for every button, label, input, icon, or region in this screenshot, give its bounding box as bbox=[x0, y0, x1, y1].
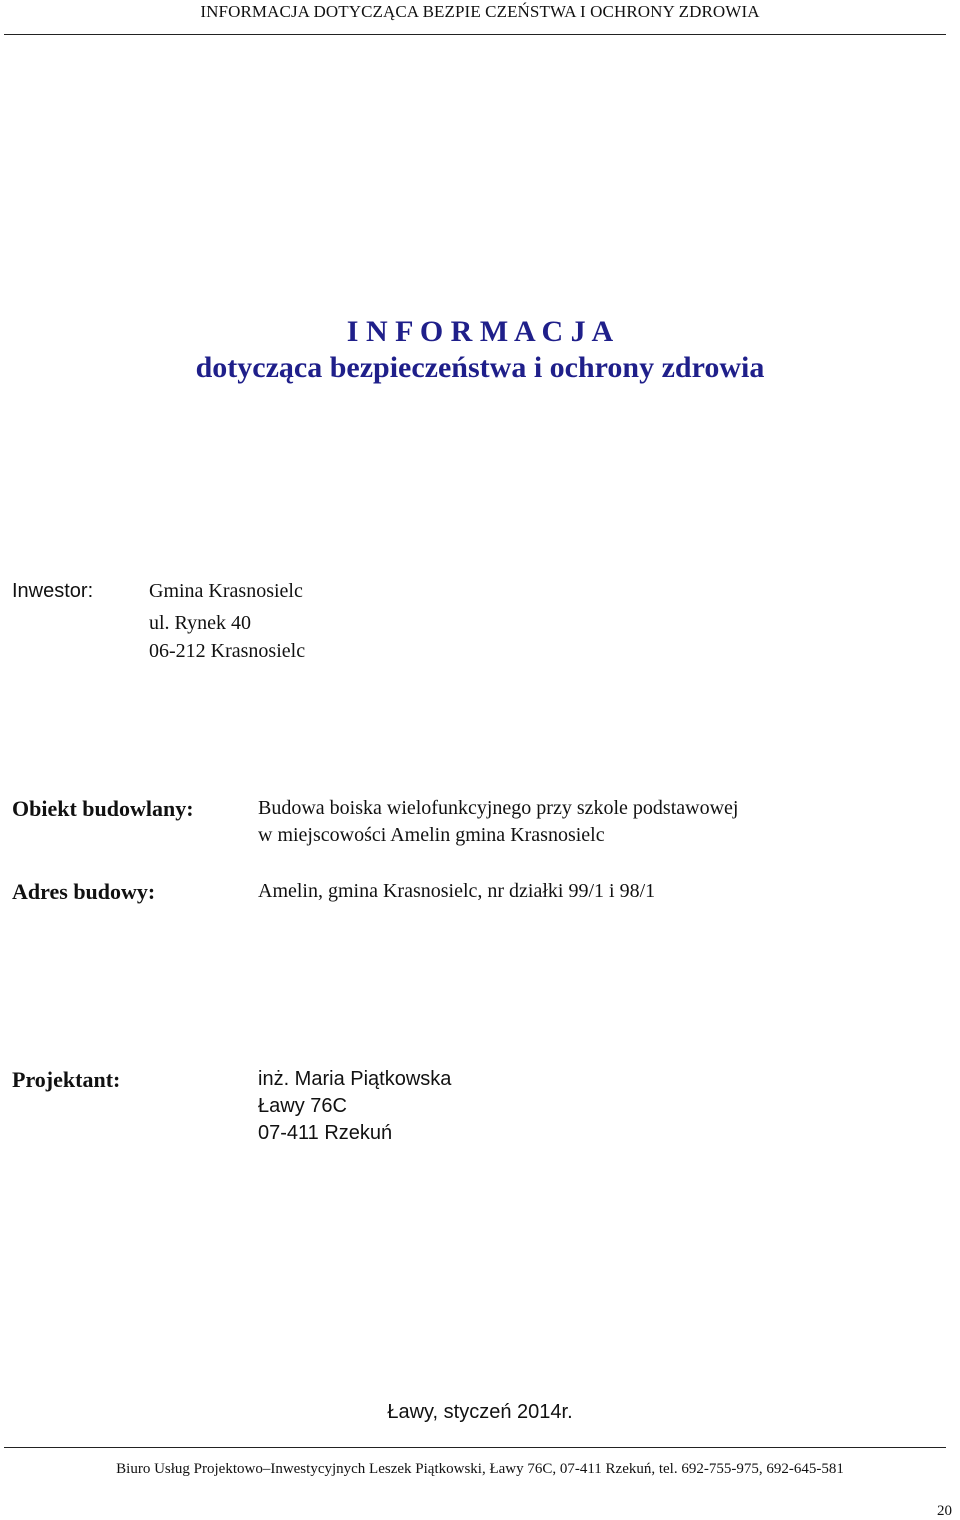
object-description-line2: w miejscowości Amelin gmina Krasnosielc bbox=[258, 824, 605, 846]
object-description-line1: Budowa boiska wielofunkcyjnego przy szkole podstawowej bbox=[258, 797, 739, 819]
place-and-date: Ławy, styczeń 2014r. bbox=[387, 1401, 573, 1423]
investor-name: Gmina Krasnosielc bbox=[149, 580, 303, 602]
designer-street: Ławy 76C bbox=[258, 1095, 347, 1117]
investor-label: Inwestor: bbox=[12, 580, 94, 602]
footer-text: Biuro Usług Projektowo–Inwestycyjnych Leszek Piątkowski, Ławy 76C, 07-411 Rzekuń, tel. 692-755-975, 692-645-581 bbox=[116, 1461, 844, 1477]
address-value: Amelin, gmina Krasnosielc, nr działki 99/1 i 98/1 bbox=[258, 880, 656, 902]
designer-city: 07-411 Rzekuń bbox=[258, 1122, 393, 1144]
designer-name: inż. Maria Piątkowska bbox=[258, 1068, 452, 1090]
investor-city: 06-212 Krasnosielc bbox=[149, 640, 306, 662]
header-divider bbox=[4, 34, 946, 35]
page-number: 20 bbox=[937, 1503, 952, 1519]
object-label: Obiekt budowlany: bbox=[12, 796, 194, 821]
designer-label: Projektant: bbox=[12, 1067, 121, 1092]
address-label: Adres budowy: bbox=[12, 879, 156, 904]
document-subtitle: dotycząca bezpieczeństwa i ochrony zdrowia bbox=[195, 351, 765, 384]
footer-divider bbox=[4, 1447, 946, 1448]
running-header: INFORMACJA DOTYCZĄCA BEZPIE CZEŃSTWA I OCHRONY ZDROWIA bbox=[200, 2, 760, 21]
investor-street: ul. Rynek 40 bbox=[149, 612, 251, 634]
document-title: I N F O R M A C J A bbox=[346, 315, 614, 348]
